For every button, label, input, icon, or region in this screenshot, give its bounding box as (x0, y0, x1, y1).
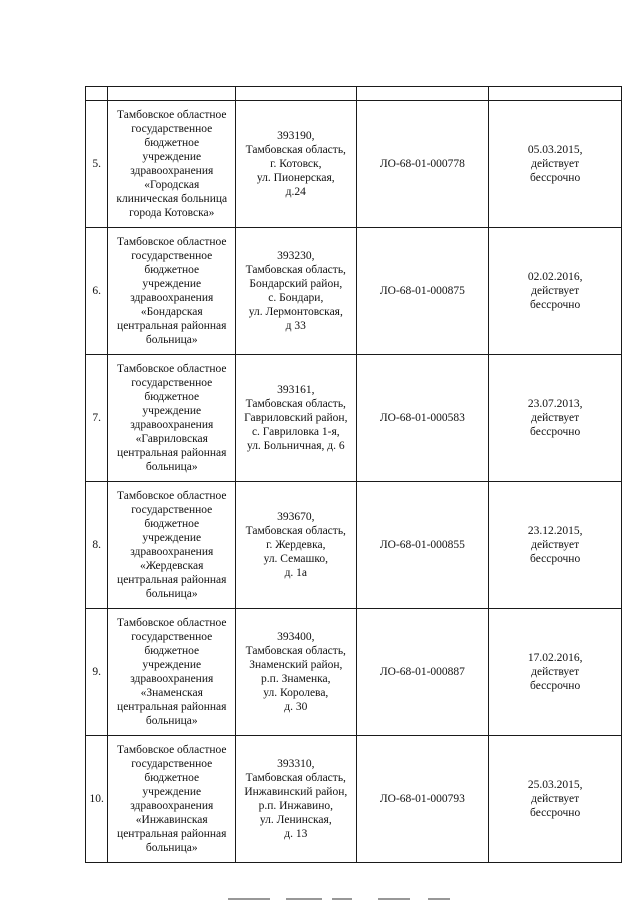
header-cell (356, 87, 489, 101)
row-number: 5. (86, 101, 108, 228)
license-number: ЛО-68-01-000793 (356, 736, 489, 863)
row-number: 7. (86, 355, 108, 482)
header-cell (489, 87, 622, 101)
license-number: ЛО-68-01-000778 (356, 101, 489, 228)
institution-address: 393670, Тамбовская область, г. Жердевка, ул. Семашко, д. 1а (236, 482, 356, 609)
license-number: ЛО-68-01-000887 (356, 609, 489, 736)
header-cell (86, 87, 108, 101)
institution-address: 393230, Тамбовская область, Бондарский район, с. Бондари, ул. Лермонтовская, д 33 (236, 228, 356, 355)
license-validity: 17.02.2016, действует бессрочно (489, 609, 622, 736)
row-number: 6. (86, 228, 108, 355)
table-row (86, 355, 622, 482)
license-number: ЛО-68-01-000583 (356, 355, 489, 482)
institution-address: 393310, Тамбовская область, Инжавинский район, р.п. Инжавино, ул. Ленинская, д. 13 (236, 736, 356, 863)
institution-name: Тамбовское областное государственное бюджетное учреждение здравоохранения «Знаменская центральная районная больница» (108, 609, 236, 736)
row-number: 9. (86, 609, 108, 736)
license-validity: 05.03.2015, действует бессрочно (489, 101, 622, 228)
table-row (86, 228, 622, 355)
license-validity: 02.02.2016, действует бессрочно (489, 228, 622, 355)
institution-address: 393190, Тамбовская область, г. Котовск, ул. Пионерская, д.24 (236, 101, 356, 228)
institution-address: 393161, Тамбовская область, Гавриловский район, с. Гавриловка 1-я, ул. Больничная, д. 6 (236, 355, 356, 482)
header-cell (108, 87, 236, 101)
institution-address: 393400, Тамбовская область, Знаменский район, р.п. Знаменка, ул. Королева, д. 30 (236, 609, 356, 736)
table-row (86, 101, 622, 228)
institution-name: Тамбовское областное государственное бюджетное учреждение здравоохранения «Инжавинская центральная районная больница» (108, 736, 236, 863)
institution-name: Тамбовское областное государственное бюджетное учреждение здравоохранения «Бондарская центральная районная больница» (108, 228, 236, 355)
table-row (86, 482, 622, 609)
scan-artifact-marks (0, 895, 640, 905)
license-validity: 23.12.2015, действует бессрочно (489, 482, 622, 609)
license-validity: 23.07.2013, действует бессрочно (489, 355, 622, 482)
row-number: 8. (86, 482, 108, 609)
license-number: ЛО-68-01-000855 (356, 482, 489, 609)
table-header-row (86, 87, 622, 101)
license-table (85, 86, 622, 863)
institution-name: Тамбовское областное государственное бюджетное учреждение здравоохранения «Жердевская центральная районная больница» (108, 482, 236, 609)
institution-name: Тамбовское областное государственное бюджетное учреждение здравоохранения «Гавриловская центральная районная больница» (108, 355, 236, 482)
header-cell (236, 87, 356, 101)
table-row (86, 609, 622, 736)
table-row (86, 736, 622, 863)
license-validity: 25.03.2015, действует бессрочно (489, 736, 622, 863)
institution-name: Тамбовское областное государственное бюджетное учреждение здравоохранения «Городская клиническая больница города Котовска» (108, 101, 236, 228)
row-number: 10. (86, 736, 108, 863)
license-number: ЛО-68-01-000875 (356, 228, 489, 355)
